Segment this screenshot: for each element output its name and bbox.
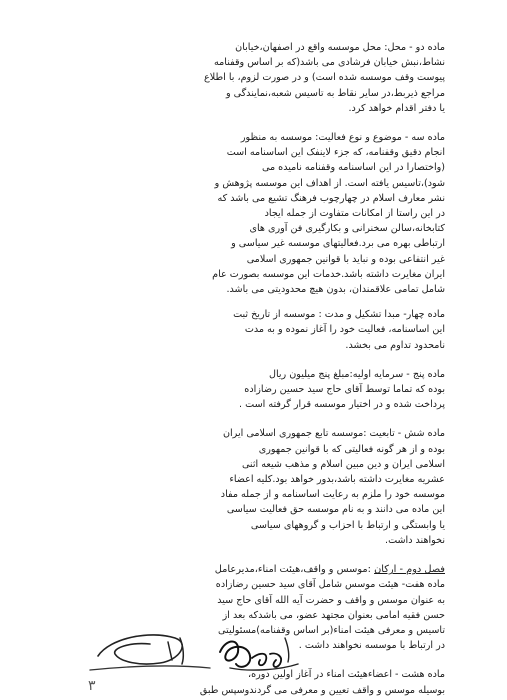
text-line: ماده سه - موضوع و نوع فعالیت: موسسه به منظور — [240, 132, 445, 144]
text-line: ماده شش - تابعیت :موسسه تابع جمهوری اسلامی ایران — [222, 428, 445, 440]
text-line: به عنوان موسس و واقف و حضرت آیه الله آقای حاج سید — [217, 594, 445, 606]
text-line: کتابخانه،سالن سخنرانی و بکارگیری فن آوری های — [249, 223, 445, 235]
chapter-heading-suffix: :موسس و واقف،هیئت امناء،مدیرعامل — [214, 564, 375, 576]
text-line: ماده دو - محل: محل موسسه واقع در اصفهان،خیابان — [235, 42, 445, 53]
text-line: نخواهند داشت. — [385, 534, 445, 546]
text-line: شود)،تاسیس یافته است. از اهداف این موسسه پژوهش و — [214, 177, 445, 189]
text-line: نشاط،نبش خیابان فرشادی می باشد(که بر اساس وقفنامه — [213, 57, 445, 69]
text-line: اسلامی ایران و دین مبین اسلام و مذهب شیعه اثنی — [241, 458, 445, 470]
text-line: پرداخت شده و در اختیار موسسه قرار گرفته است . — [239, 399, 445, 411]
text-line: ایران مغایرت داشته باشد.خدمات این موسسه بصورت عام — [212, 268, 445, 280]
text-line: ارتباطی بهره می برد.فعالیتهای موسسه غیر سیاسی و — [231, 238, 445, 250]
article-2 — [86, 40, 445, 116]
text-line: بوده که تماما توسط آقای حاج سید حسین رضازاده — [244, 384, 445, 396]
text-line: نشر معارف اسلام در چهارچوب فرهنگ تشیع می باشد که — [217, 192, 445, 204]
page-number: ۳ — [88, 678, 96, 694]
text-line: این اساسنامه، فعالیت خود را آغاز نموده و به مدت — [244, 324, 445, 336]
chapter-heading-prefix: فصل دوم - ارکان — [374, 564, 445, 576]
text-line: بوسیله موسس و واقف تعیین و معرفی می گردندوسپس طبق — [199, 684, 445, 696]
text-line: یا وابستگی و ارتباط با احزاب و گروههای سیاسی — [250, 519, 445, 531]
text-line: ماده چهار- مبدا تشکیل و مدت : موسسه از تاریخ ثبت — [233, 309, 445, 321]
text-line: ماده هفت- هیئت موسس شامل آقای سید حسین رضازاده — [215, 579, 445, 591]
article-6 — [86, 426, 445, 548]
text-line: پیوست وقف موسسه شده است) و در صورت لزوم، با اطلاع — [204, 72, 445, 84]
text-line: (واختصارا در این اساسنامه وقفنامه نامیده می — [261, 162, 445, 174]
text-line: شامل تمامی علاقمندان، بدون هیچ محدودیتی می باشد. — [226, 284, 445, 296]
text-line: در این راستا از امکانات متفاوت از جمله ایجاد — [264, 208, 445, 220]
text-line: انجام دقیق وقفنامه، که جزء لاینفک این اساسنامه است — [226, 147, 445, 159]
signatures — [80, 608, 320, 700]
text-line: ماده هشت - اعضاءهیئت امناء در آغاز اولین دوره، — [247, 669, 445, 681]
article-3 — [86, 130, 445, 297]
text-line: این ماده می دانند و به نام موسسه حق فعالیت سیاسی — [226, 504, 445, 516]
article-4 — [86, 307, 445, 353]
text-line: ماده پنج - سرمایه اولیه:مبلغ پنج میلیون ریال — [268, 368, 445, 380]
chapter-heading — [86, 562, 445, 577]
text-line: بوده و از هر گونه فعالیتی که با قوانین جمهوری — [258, 443, 445, 455]
text-line: حسن فقیه امامی بعنوان مجتهد عضو، می باشدکه بعد از — [222, 609, 445, 621]
text-line: مراجع ذیربط،در سایر نقاط به تاسیس شعبه،نمایندگی و — [225, 87, 445, 99]
text-line: موسسه خود را ملزم به رعایت اساسنامه و از جمله مفاد — [220, 489, 445, 501]
text-line: در ارتباط با موسسه نخواهند داشت . — [298, 640, 445, 652]
handwritten-signature-icon — [80, 608, 320, 700]
text-line: تاسیس و معرفی هیئت امناء(بر اساس وقفنامه)مسئولیتی — [218, 624, 445, 636]
text-line: عشریه مغایرت داشته باشد،بدور خواهد بود.کلیه اعضاء — [229, 474, 445, 486]
article-5 — [86, 367, 445, 413]
text-line: غیر انتفاعی بوده و نباید با قوانین جمهوری اسلامی — [246, 253, 445, 265]
text-line: یا دفتر اقدام خواهد کرد. — [348, 102, 445, 114]
text-line: نامحدود تداوم می بخشد. — [345, 339, 445, 351]
